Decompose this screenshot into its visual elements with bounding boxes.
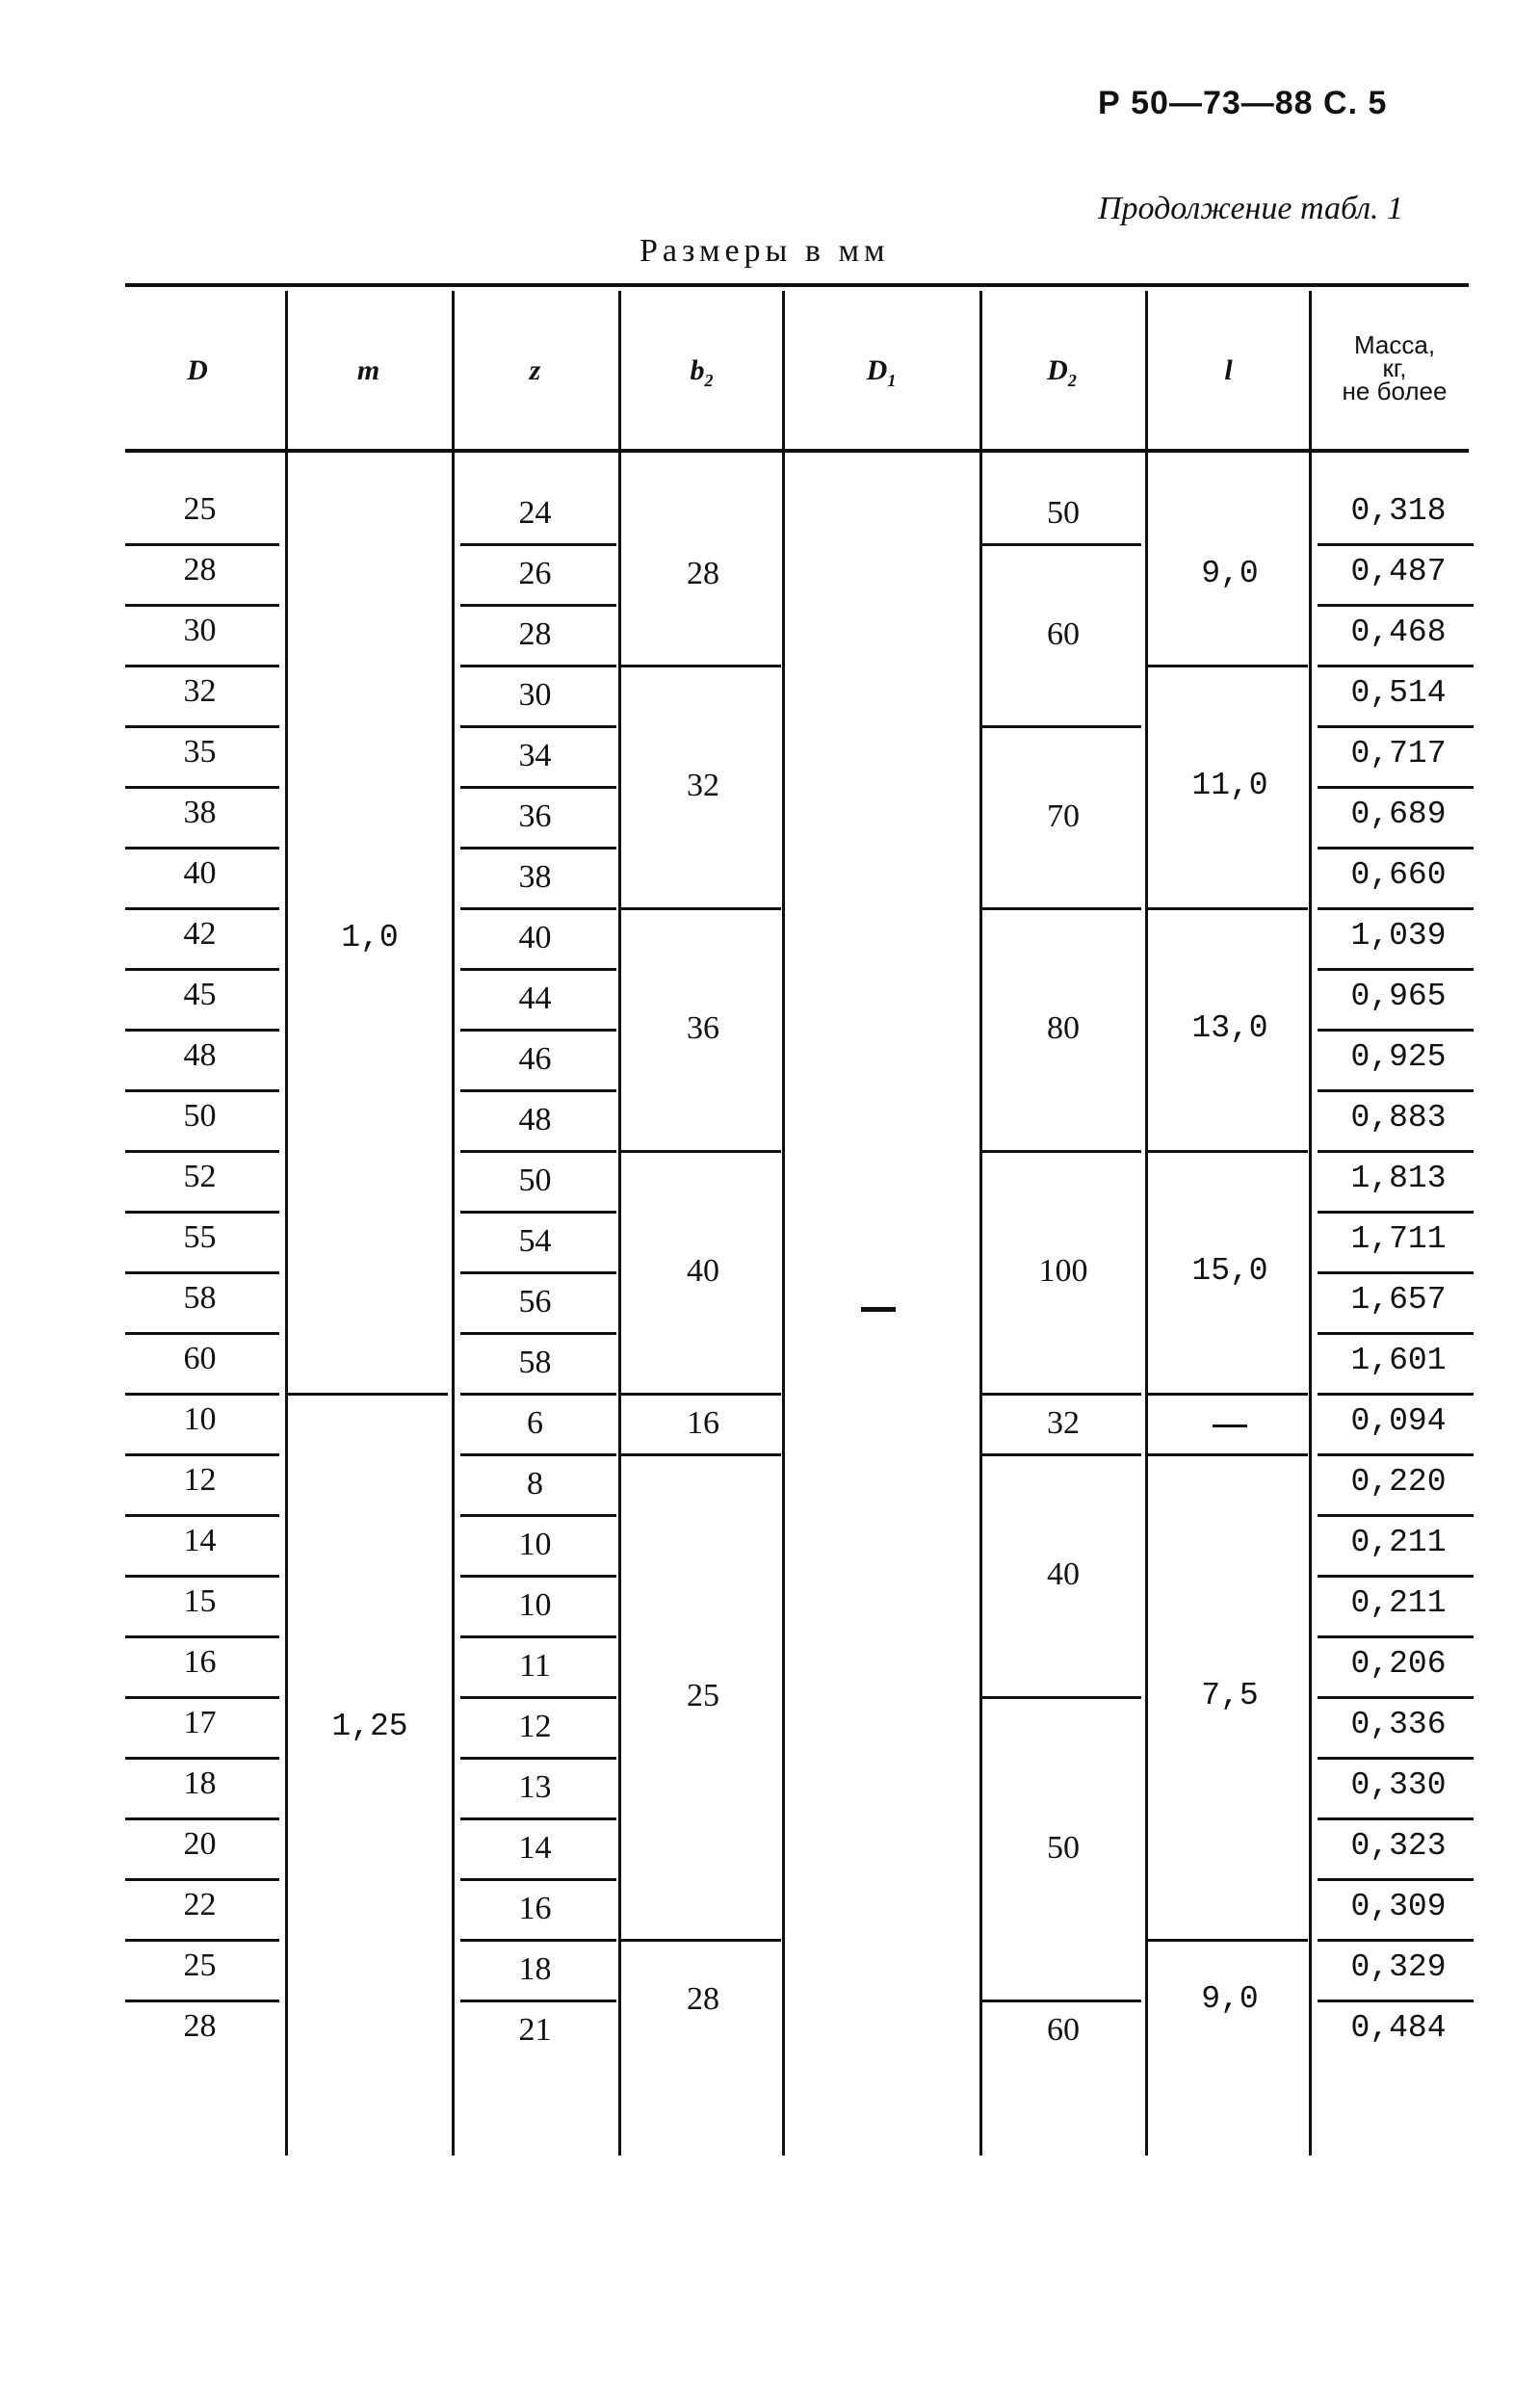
row-divider: [125, 968, 279, 971]
cell-z: 14: [518, 1830, 552, 1866]
cell-z: 40: [518, 920, 552, 955]
cell-mass: 0,484: [1350, 2010, 1447, 2046]
row-divider: [125, 543, 279, 546]
row-divider: [460, 1635, 616, 1638]
row-divider: [1318, 665, 1474, 667]
row-divider: [460, 1696, 616, 1699]
cell-z: 21: [518, 2012, 552, 2048]
cell-D2_groups: 60: [1047, 615, 1080, 652]
row-divider: [460, 968, 616, 971]
cell-mass: 0,211: [1350, 1525, 1447, 1560]
cell-D: 40: [183, 855, 217, 891]
cell-z: 6: [527, 1405, 543, 1441]
header-D1: $D_1$: [866, 354, 897, 390]
row-divider: [1318, 1211, 1474, 1214]
row-divider: [125, 1089, 279, 1092]
cell-D: 12: [183, 1462, 217, 1498]
row-divider: [1318, 725, 1474, 728]
row-divider: [125, 1696, 279, 1699]
cell-z: 26: [518, 556, 552, 591]
cell-z: 24: [518, 495, 552, 531]
cell-D: 45: [183, 977, 217, 1012]
row-divider: [125, 665, 279, 667]
cell-z: 54: [518, 1223, 552, 1259]
row-divider: [1148, 1453, 1308, 1456]
row-divider: [460, 1332, 616, 1335]
row-divider: [460, 1817, 616, 1820]
cell-D: 25: [183, 1948, 217, 1983]
cell-mass: 0,883: [1350, 1100, 1447, 1136]
row-divider: [460, 1575, 616, 1578]
row-divider: [1148, 1150, 1308, 1153]
cell-m_groups: 1,0: [341, 919, 399, 955]
row-divider: [621, 907, 781, 910]
cell-z: 48: [518, 1102, 552, 1137]
row-divider: [981, 543, 1141, 546]
column-divider: [285, 291, 288, 2156]
row-divider: [460, 1757, 616, 1760]
row-divider: [460, 604, 616, 607]
row-divider: [621, 665, 781, 667]
cell-mass: 1,711: [1350, 1221, 1447, 1257]
cell-D: 32: [183, 673, 217, 709]
row-divider: [460, 725, 616, 728]
row-divider: [1318, 1817, 1474, 1820]
row-divider: [1318, 2000, 1474, 2002]
row-divider: [460, 847, 616, 850]
cell-mass: 0,329: [1350, 1949, 1447, 1985]
row-divider: [125, 1150, 279, 1153]
cell-mass: 0,965: [1350, 979, 1447, 1014]
row-divider: [1148, 1393, 1308, 1396]
row-divider: [460, 907, 616, 910]
cell-mass: 1,039: [1350, 918, 1447, 954]
cell-z: 44: [518, 980, 552, 1016]
cell-mass: 0,468: [1350, 614, 1447, 650]
row-divider: [125, 725, 279, 728]
row-divider: [460, 1150, 616, 1153]
row-divider: [125, 1575, 279, 1578]
cell-D1: [790, 1290, 973, 1322]
header-l: l: [1224, 354, 1233, 386]
row-divider: [125, 1757, 279, 1760]
column-divider: [1309, 291, 1312, 2156]
row-divider: [125, 1332, 279, 1335]
cell-D: 18: [183, 1765, 217, 1801]
row-divider: [1318, 1271, 1474, 1274]
row-divider: [288, 1393, 448, 1396]
cell-mass: 0,925: [1350, 1039, 1447, 1075]
row-divider: [1318, 1878, 1474, 1881]
row-divider: [1318, 1150, 1474, 1153]
cell-z: 10: [518, 1527, 552, 1562]
cell-D2_groups: 40: [1047, 1556, 1080, 1592]
row-divider: [125, 1939, 279, 1942]
column-divider: [618, 291, 621, 2156]
row-divider: [125, 1393, 279, 1396]
row-divider: [460, 2000, 616, 2002]
cell-mass: 0,336: [1350, 1707, 1447, 1742]
row-divider: [1318, 1029, 1474, 1032]
cell-D: 28: [183, 552, 217, 588]
row-divider: [1318, 1635, 1474, 1638]
cell-mass: 0,330: [1350, 1767, 1447, 1803]
row-divider: [460, 1211, 616, 1214]
cell-D: 15: [183, 1583, 217, 1619]
header-mass: Масса, кг, не более: [1342, 330, 1448, 405]
cell-z: 58: [518, 1345, 552, 1380]
cell-mass: 0,318: [1350, 493, 1447, 529]
cell-b2_groups: 16: [687, 1404, 719, 1441]
table-continuation-label: Продолжение табл. 1: [1098, 191, 1404, 226]
row-divider: [1318, 968, 1474, 971]
cell-l_groups: 15,0: [1191, 1253, 1268, 1289]
column-divider: [782, 291, 785, 2156]
row-divider: [460, 665, 616, 667]
cell-z: 10: [518, 1587, 552, 1623]
row-divider: [125, 1271, 279, 1274]
row-divider: [125, 2000, 279, 2002]
cell-b2_groups: 28: [687, 1981, 719, 2017]
cell-z: 8: [527, 1466, 543, 1502]
row-divider: [125, 1029, 279, 1032]
cell-mass: 0,660: [1350, 857, 1447, 893]
cell-D: 42: [183, 916, 217, 952]
header-D2: $D_2$: [1047, 354, 1077, 390]
row-divider: [125, 847, 279, 850]
cell-D: 22: [183, 1887, 217, 1922]
cell-mass: 0,309: [1350, 1889, 1447, 1924]
cell-m_groups: 1,25: [331, 1708, 408, 1744]
cell-D2_groups: 80: [1047, 1010, 1080, 1046]
cell-b2_groups: 28: [687, 555, 719, 591]
cell-mass: 1,657: [1350, 1282, 1447, 1318]
row-divider: [1318, 1089, 1474, 1092]
row-divider: [981, 725, 1141, 728]
cell-l_groups: 9,0: [1201, 1981, 1259, 2017]
cell-D: 28: [183, 2008, 217, 2044]
row-divider: [125, 604, 279, 607]
row-divider: [981, 1393, 1141, 1396]
row-divider: [621, 1150, 781, 1153]
cell-D: 48: [183, 1037, 217, 1073]
header-b2: $b_2$: [690, 354, 714, 390]
cell-D2_groups: 50: [1047, 494, 1080, 531]
row-divider: [1318, 1332, 1474, 1335]
row-divider: [125, 1635, 279, 1638]
cell-z: 28: [518, 616, 552, 652]
cell-mass: 0,206: [1350, 1646, 1447, 1682]
row-divider: [1318, 543, 1474, 546]
cell-mass: 1,813: [1350, 1161, 1447, 1196]
cell-D: 17: [183, 1705, 217, 1740]
cell-l_groups: 13,0: [1191, 1010, 1268, 1046]
cell-D: 14: [183, 1523, 217, 1558]
row-divider: [1148, 1939, 1308, 1942]
header-z: z: [529, 354, 541, 386]
units-caption: Размеры в мм: [639, 233, 890, 269]
row-divider: [125, 1453, 279, 1456]
cell-z: 18: [518, 1951, 552, 1987]
row-divider: [1148, 665, 1308, 667]
row-divider: [981, 1696, 1141, 1699]
column-divider: [1145, 291, 1148, 2156]
cell-l_groups: 7,5: [1201, 1678, 1259, 1713]
cell-l_groups: 11,0: [1191, 768, 1268, 803]
cell-z: 38: [518, 859, 552, 895]
cell-D: 58: [183, 1280, 217, 1316]
column-divider: [452, 291, 455, 2156]
row-divider: [1318, 1514, 1474, 1517]
row-divider: [460, 1029, 616, 1032]
header-D: D: [187, 354, 208, 386]
cell-mass: 0,717: [1350, 736, 1447, 771]
row-divider: [1318, 1393, 1474, 1396]
row-divider: [1318, 1757, 1474, 1760]
row-divider: [460, 543, 616, 546]
row-divider: [621, 1939, 781, 1942]
cell-b2_groups: 25: [687, 1678, 719, 1713]
page-header: Р 50—73—88 С. 5: [1098, 85, 1388, 121]
cell-mass: 0,323: [1350, 1828, 1447, 1864]
column-divider: [979, 291, 982, 2156]
cell-D2_groups: 32: [1047, 1404, 1080, 1441]
cell-D: 52: [183, 1159, 217, 1194]
row-divider: [125, 1211, 279, 1214]
cell-z: 56: [518, 1284, 552, 1320]
row-divider: [460, 1453, 616, 1456]
cell-D: 16: [183, 1644, 217, 1680]
cell-D: 38: [183, 795, 217, 830]
table-top-rule: [125, 283, 1469, 287]
row-divider: [1318, 907, 1474, 910]
cell-D2_groups: 50: [1047, 1829, 1080, 1866]
cell-D: 35: [183, 734, 217, 770]
row-divider: [125, 907, 279, 910]
header-bottom-rule: [125, 449, 1469, 453]
cell-mass: 0,220: [1350, 1464, 1447, 1500]
row-divider: [1318, 1453, 1474, 1456]
cell-z: 36: [518, 798, 552, 834]
row-divider: [460, 1878, 616, 1881]
cell-mass: 1,601: [1350, 1343, 1447, 1378]
row-divider: [1318, 786, 1474, 789]
row-divider: [460, 1393, 616, 1396]
cell-b2_groups: 36: [687, 1010, 719, 1046]
row-divider: [125, 1878, 279, 1881]
cell-D: 55: [183, 1219, 217, 1255]
cell-l_groups: [1154, 1407, 1306, 1440]
cell-b2_groups: 40: [687, 1253, 719, 1289]
cell-D2_groups: 100: [1038, 1253, 1088, 1289]
cell-z: 50: [518, 1163, 552, 1198]
cell-z: 13: [518, 1769, 552, 1805]
row-divider: [1318, 1575, 1474, 1578]
cell-mass: 0,094: [1350, 1403, 1447, 1439]
row-divider: [460, 1089, 616, 1092]
row-divider: [125, 1817, 279, 1820]
row-divider: [1148, 907, 1308, 910]
cell-z: 34: [518, 738, 552, 773]
header-m: m: [356, 354, 380, 386]
row-divider: [460, 1939, 616, 1942]
row-divider: [1318, 1696, 1474, 1699]
cell-mass: 0,211: [1350, 1585, 1447, 1621]
cell-z: 12: [518, 1709, 552, 1744]
cell-b2_groups: 32: [687, 768, 719, 803]
cell-mass: 0,487: [1350, 554, 1447, 589]
row-divider: [125, 786, 279, 789]
cell-z: 11: [519, 1648, 551, 1684]
row-divider: [460, 1514, 616, 1517]
cell-z: 16: [518, 1891, 552, 1926]
cell-z: 46: [518, 1041, 552, 1077]
cell-mass: 0,689: [1350, 797, 1447, 832]
row-divider: [981, 1453, 1141, 1456]
cell-D: 25: [183, 491, 217, 527]
row-divider: [621, 1393, 781, 1396]
cell-D: 60: [183, 1341, 217, 1376]
cell-mass: 0,514: [1350, 675, 1447, 711]
cell-D2_groups: 60: [1047, 2011, 1080, 2048]
row-divider: [981, 2000, 1141, 2002]
cell-D: 50: [183, 1098, 217, 1134]
row-divider: [460, 1271, 616, 1274]
row-divider: [125, 1514, 279, 1517]
row-divider: [1318, 1939, 1474, 1942]
row-divider: [1318, 847, 1474, 850]
cell-D: 30: [183, 613, 217, 648]
row-divider: [460, 786, 616, 789]
row-divider: [981, 907, 1141, 910]
row-divider: [621, 1453, 781, 1456]
cell-l_groups: 9,0: [1201, 555, 1259, 591]
row-divider: [1318, 604, 1474, 607]
cell-D: 20: [183, 1826, 217, 1862]
row-divider: [981, 1150, 1141, 1153]
cell-z: 30: [518, 677, 552, 713]
cell-D: 10: [183, 1401, 217, 1437]
cell-D2_groups: 70: [1047, 797, 1080, 834]
